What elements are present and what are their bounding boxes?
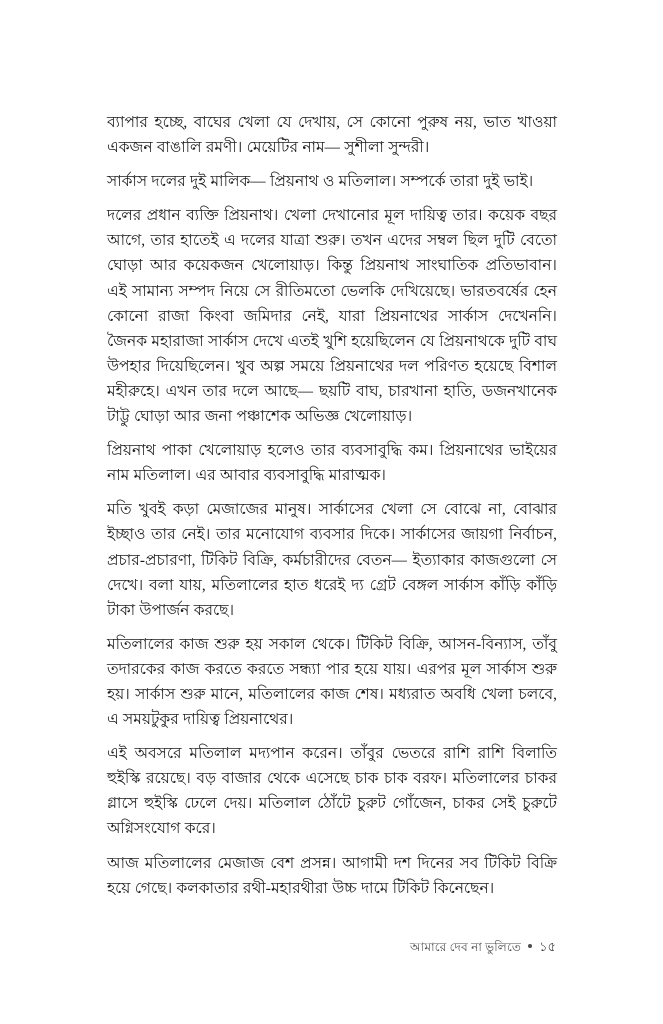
paragraph: আজ মতিলালের মেজাজ বেশ প্রসন্ন। আগামী দশ দিনের সব টিকিট বিক্রি হয়ে গেছে। কলকাতার রথী-মহারথীরা উচ্চ দামে টিকিট কিনেছেন। <box>107 854 557 897</box>
footer-book-title: আমারে দেব না ভুলিতে <box>410 940 522 954</box>
page-footer <box>107 938 556 959</box>
paragraph: মতিলালের কাজ শুরু হয় সকাল থেকে। টিকিট বিক্রি, আসন-বিন্যাস, তাঁবু তদারকের কাজ করতে করতে সন্ধ্যা পার হয়ে যায়। এরপর মূল সার্কাস শুরু হয়। সার্কাস শুরু মানে, মতিলালের কাজ শেষ। মধ্যরাত অবধি খেলা চলবে, এ সময়টুকুর দায়িত্ব প্রিয়নাথের। <box>107 635 557 729</box>
page-number: ১৫ <box>539 939 556 954</box>
page-body-text <box>107 110 557 901</box>
paragraph: সার্কাস দলের দুই মালিক— প্রিয়নাথ ও মতিলাল। সম্পর্কে তারা দুই ভাই। <box>107 173 534 191</box>
paragraph: এই অবসরে মতিলাল মদ্যপান করেন। তাঁবুর ভেতরে রাশি রাশি বিলাতি হুইস্কি রয়েছে। বড় বাজার থেকে এসেছে চাক চাক বরফ। মতিলালের চাকর গ্লাসে হুইস্কি ঢেলে দেয়। মতিলাল ঠোঁটে চুরুট গোঁজেন, চাকর সেই চুরুটে অগ্নিসংযোগ করে। <box>107 745 557 838</box>
paragraph: মতি খুবই কড়া মেজাজের মানুষ। সার্কাসের খেলা সে বোঝে না, বোঝার ইচ্ছাও তার নেই। তার মনোযোগ ব্যবসার দিকে। সার্কাসের জায়গা নির্বাচন, প্রচার-প্রচারণা, টিকিট বিক্রি, কর্মচারীদের বেতন— ইত্যাকার কাজগুলো সে দেখে। বলা যায়, মতিলালের হাত ধরেই দ্য গ্রেট বেঙ্গল সার্কাস কাঁড়ি কাঁড়ি টাকা উপার্জন করছে। <box>107 501 557 619</box>
paragraph: প্রিয়নাথ পাকা খেলোয়াড় হলেও তার ব্যবসাবুদ্ধি কম। প্রিয়নাথের ভাইয়ের নাম মতিলাল। এর আবার ব্যবসাবুদ্ধি মারাত্মক। <box>107 442 557 485</box>
bullet-separator-icon <box>528 944 532 948</box>
paragraph: দলের প্রধান ব্যক্তি প্রিয়নাথ। খেলা দেখানোর মূল দায়িত্ব তার। কয়েক বছর আগে, তার হাতেই এ দলের যাত্রা শুরু। তখন এদের সম্বল ছিল দুটি বেতো ঘোড়া আর কয়েকজন খেলোয়াড়। কিন্তু প্রিয়নাথ সাংঘাতিক প্রতিভাবান। এই সামান্য সম্পদ নিয়ে সে রীতিমতো ভেলকি দেখিয়েছে। ভারতবর্ষের হেন কোনো রাজা কিংবা জমিদার নেই, যারা প্রিয়নাথের সার্কাস দেখেননি। জৈনক মহারাজা সার্কাস দেখে এতই খুশি হয়েছিলেন যে প্রিয়নাথকে দুটি বাঘ উপহার দিয়েছিলেন। খুব অল্প সময়ে প্রিয়নাথের দল পরিণত হয়েছে বিশাল মহীরুহে। এখন তার দলে আছে— ছয়টি বাঘ, চারখানা হাতি, ডজনখানেক টাট্টু ঘোড়া আর জনা পঞ্চাশেক অভিজ্ঞ খেলোয়াড়। <box>107 207 557 426</box>
paragraph: ব্যাপার হচ্ছে, বাঘের খেলা যে দেখায়, সে কোনো পুরুষ নয়, ভাত খাওয়া একজন বাঙালি রমণী। মেয়েটির নাম— সুশীলা সুন্দরী। <box>107 114 557 157</box>
